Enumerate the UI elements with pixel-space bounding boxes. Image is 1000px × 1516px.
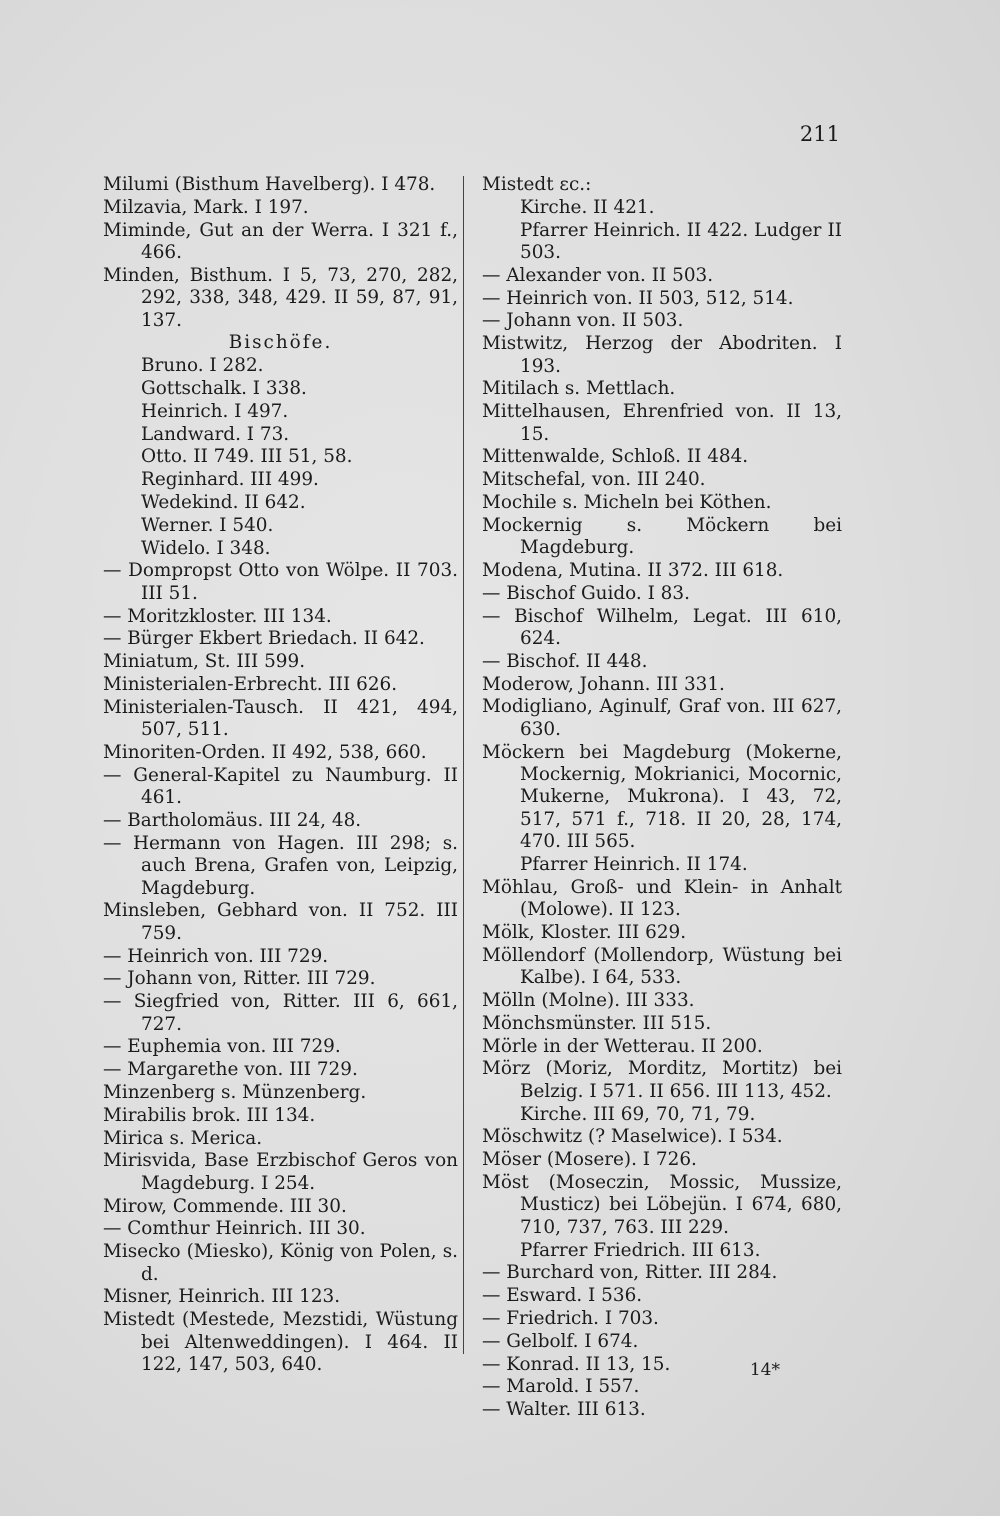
index-entry: — Euphemia von. III 729. — [103, 1036, 341, 1058]
index-entry: Mirica s. Merica. — [103, 1127, 263, 1149]
index-entry: — Bartholomäus. III 24, 48. — [103, 809, 362, 831]
index-entry: Möser (Mosere). I 726. — [482, 1149, 697, 1171]
index-entry: Milzavia, Mark. I 197. — [103, 196, 309, 218]
index-entry: — General-Kapitel zu Naumburg. II 461. — [103, 764, 458, 809]
index-entry: — Margarethe von. III 729. — [103, 1059, 358, 1081]
index-entry: Moderow, Johann. III 331. — [482, 673, 725, 695]
index-entry: — Johann von, Ritter. III 729. — [103, 968, 376, 990]
index-entry: — Alexander von. II 503. — [482, 264, 714, 286]
index-entry: Möllendorf (Mollendorp, Wüstung bei Kalbe). I 64, 533. — [482, 944, 842, 989]
index-entry: Milumi (Bisthum Havelberg). I 478. — [103, 174, 436, 195]
index-entry: Möhlau, Groß- und Klein- in Anhalt (Molowe). II 123. — [482, 876, 842, 921]
index-entry: Otto. II 749. III 51, 58. — [141, 446, 353, 468]
index-entry: Mittelhausen, Ehrenfried von. II 13, 15. — [482, 401, 842, 445]
index-entry: Ministerialen-Tausch. II 421, 494, 507, 511. — [103, 696, 458, 741]
index-entry: Möst (Moseczin, Mossic, Mussize, Musticz) bei Löbejün. I 674, 680, 710, 737, 763. III 229. — [482, 1171, 842, 1238]
index-entry: — Esward. I 536. — [482, 1285, 643, 1307]
index-entry: Minzenberg s. Münzenberg. — [103, 1081, 367, 1103]
index-entry: — Bischof Guido. I 83. — [482, 582, 690, 604]
index-entry: — Gelbolf. I 674. — [482, 1330, 639, 1352]
index-entry: Mirabilis brok. III 134. — [103, 1104, 316, 1126]
index-entry: Modigliano, Aginulf, Graf von. III 627, 630. — [482, 696, 842, 740]
index-entry: — Burchard von, Ritter. III 284. — [482, 1262, 778, 1284]
index-entry: Mitilach s. Mettlach. — [482, 378, 676, 400]
index-entry: — Heinrich von. III 729. — [103, 945, 329, 967]
index-entry: — Moritzkloster. III 134. — [103, 605, 332, 627]
index-entry: Modena, Mutina. II 372. III 618. — [482, 559, 784, 581]
index-entry: Kirche. III 69, 70, 71, 79. — [520, 1103, 756, 1125]
index-entry: Mistwitz, Herzog der Abodriten. I 193. — [482, 333, 842, 377]
index-entry: Pfarrer Friedrich. III 613. — [520, 1239, 761, 1261]
index-entry: — Walter. III 613. — [482, 1399, 646, 1421]
index-entry: Minoriten-Orden. II 492, 538, 660. — [103, 741, 427, 763]
index-entry: Minden, Bisthum. I 5, 73, 270, 282, 292, 338, 348, 429. II 59, 87, 91, 137. — [103, 264, 458, 331]
index-entry: Werner. I 540. — [141, 514, 274, 536]
index-entry: Heinrich. I 497. — [141, 400, 289, 422]
index-entry: Mönchsmünster. III 515. — [482, 1012, 712, 1034]
column-divider — [463, 176, 464, 1354]
index-entry: Miniatum, St. III 599. — [103, 651, 306, 673]
index-entry: Mörz (Moriz, Morditz, Mortitz) bei Belzig. I 571. II 656. III 113, 452. — [482, 1058, 842, 1102]
index-entry: Misecko (Miesko), König von Polen, s. d. — [103, 1241, 458, 1285]
index-entry: — Comthur Heinrich. III 30. — [103, 1218, 366, 1240]
index-entry: Bruno. I 282. — [141, 355, 264, 377]
index-entry: Möckern bei Magdeburg (Mokerne, Mockernig, Mokrianici, Mocornic, Mukerne, Mukrona). I 43, 72, 517, 571 f., 718. II 20, 28, 174, 470. III 565. — [482, 741, 842, 853]
index-entry: Wedekind. II 642. — [141, 491, 306, 513]
printer-signature-mark: 14* — [749, 1360, 780, 1380]
index-entry: Mölln (Molne). III 333. — [482, 990, 695, 1011]
index-entry: Mistedt (Mestede, Mezstidi, Wüstung bei Altenweddingen). I 464. II 122, 147, 503, 640. — [103, 1309, 458, 1375]
index-entry: Mörle in der Wetterau. II 200. — [482, 1035, 763, 1057]
index-entry: Pfarrer Heinrich. II 174. — [520, 854, 748, 875]
index-entry: — Dompropst Otto von Wölpe. II 703. III 51. — [103, 560, 458, 604]
index-entry: Möschwitz (? Maselwice). I 534. — [482, 1126, 783, 1148]
index-entry: — Bürger Ekbert Briedach. II 642. — [103, 628, 425, 650]
index-entry: Landward. I 73. — [141, 423, 290, 445]
index-entry: Mittenwalde, Schloß. II 484. — [482, 446, 749, 468]
index-entry: — Heinrich von. II 503, 512, 514. — [482, 287, 794, 309]
index-entry: — Bischof. II 448. — [482, 650, 648, 672]
left-column — [103, 174, 458, 1377]
index-entry: — Johann von. II 503. — [482, 310, 684, 332]
index-entry: Pfarrer Heinrich. II 422. Ludger II 503. — [520, 219, 842, 263]
page-number: 211 — [799, 122, 840, 146]
index-entry: — Bischof Wilhelm, Legat. III 610, 624. — [482, 605, 842, 649]
index-entry: Mistedt ɛc.: — [482, 174, 592, 195]
index-entry: Ministerialen-Erbrecht. III 626. — [103, 673, 398, 695]
index-entry: Mölk, Kloster. III 629. — [482, 922, 687, 943]
index-entry: Kirche. II 421. — [520, 196, 655, 218]
index-entry: — Siegfried von, Ritter. III 6, 661, 727. — [103, 991, 458, 1035]
index-entry: Minsleben, Gebhard von. II 752. III 759. — [103, 900, 458, 944]
index-entry: Reginhard. III 499. — [141, 469, 319, 491]
index-entry: Mochile s. Micheln bei Köthen. — [482, 491, 772, 513]
index-entry: — Marold. I 557. — [482, 1376, 640, 1398]
index-entry: Misner, Heinrich. III 123. — [103, 1286, 341, 1308]
index-entry: Gottschalk. I 338. — [141, 378, 307, 399]
index-entry: Mockernig s. Möckern bei Magdeburg. — [482, 514, 842, 559]
index-entry: Mirisvida, Base Erzbischof Geros von Magdeburg. I 254. — [103, 1150, 458, 1194]
index-entry: Miminde, Gut an der Werra. I 321 f., 466. — [103, 219, 458, 263]
index-entry: Mitschefal, von. III 240. — [482, 469, 706, 491]
index-entry: — Hermann von Hagen. III 298; s. auch Brena, Grafen von, Leipzig, Magdeburg. — [103, 832, 458, 899]
section-heading-bischoefe: Bischöfe. — [228, 332, 333, 354]
index-entry: — Friedrich. I 703. — [482, 1307, 659, 1329]
index-entry: Mirow, Commende. III 30. — [103, 1195, 347, 1217]
index-entry: — Konrad. II 13, 15. — [482, 1353, 671, 1375]
right-column — [482, 174, 842, 1422]
index-entry: Widelo. I 348. — [141, 537, 271, 559]
